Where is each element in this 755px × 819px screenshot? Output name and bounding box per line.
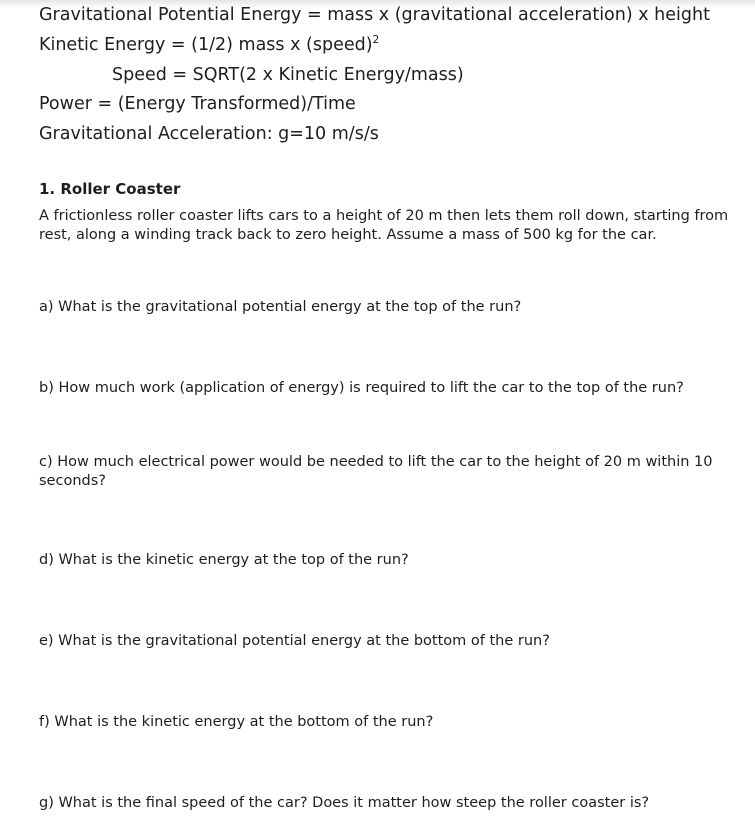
formula-gravitational-potential-energy: Gravitational Potential Energy = mass x (gravitational acceleration) x height	[39, 5, 710, 25]
question-d: d) What is the kinetic energy at the top of the run?	[39, 552, 409, 568]
formula-gravitational-acceleration: Gravitational Acceleration: g=10 m/s/s	[39, 124, 379, 144]
question-e: e) What is the gravitational potential energy at the bottom of the run?	[39, 633, 550, 649]
question-b: b) How much work (application of energy) is required to lift the car to the top of the run?	[39, 380, 684, 396]
question-a: a) What is the gravitational potential energy at the top of the run?	[39, 299, 522, 315]
problem-title: 1. Roller Coaster	[39, 180, 181, 198]
question-g: g) What is the final speed of the car? Does it matter how steep the roller coaster is?	[39, 795, 650, 811]
question-c: c) How much electrical power would be needed to lift the car to the height of 20 m within 10 seconds?	[39, 454, 713, 489]
question-f: f) What is the kinetic energy at the bottom of the run?	[39, 714, 434, 730]
formula-kinetic-energy-exponent: 2	[372, 34, 380, 47]
problem-description: A frictionless roller coaster lifts cars to a height of 20 m then lets them roll down, starting from rest, along a winding track back to zero height. Assume a mass of 500 kg for the car.	[39, 208, 729, 243]
formula-speed: Speed = SQRT(2 x Kinetic Energy/mass)	[112, 65, 464, 85]
formula-kinetic-energy	[39, 33, 379, 57]
formula-power: Power = (Energy Transformed)/Time	[39, 94, 356, 114]
formula-kinetic-energy-text: Kinetic Energy = (1/2) mass x (speed)	[39, 35, 373, 55]
